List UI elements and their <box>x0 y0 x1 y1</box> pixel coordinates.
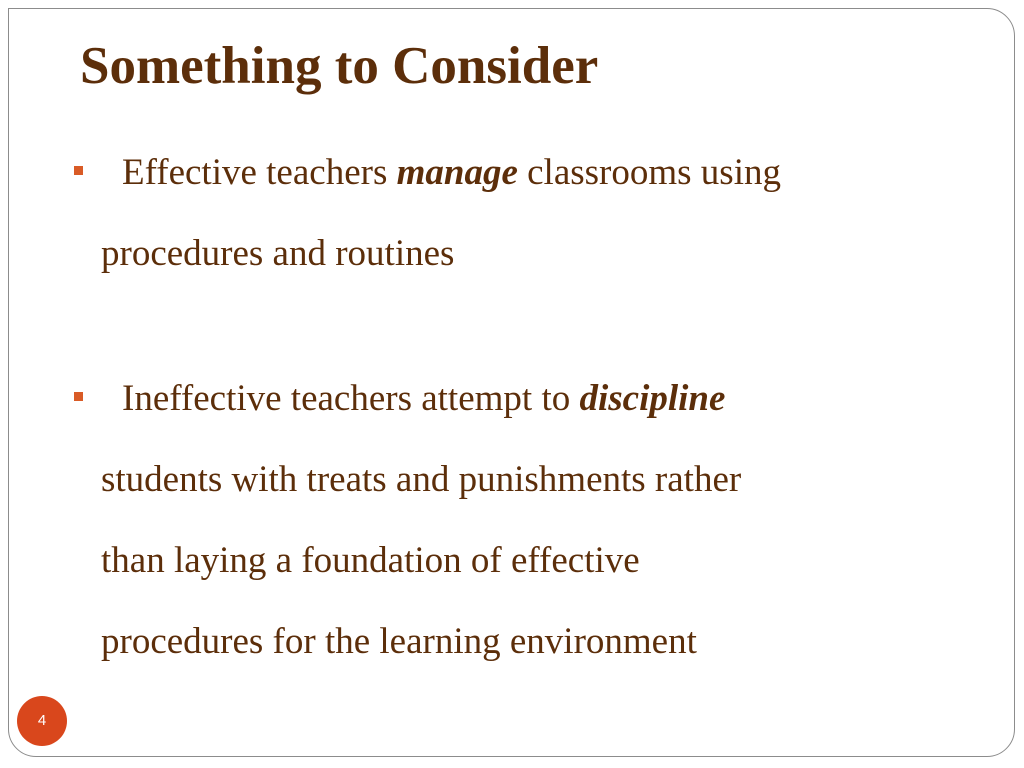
bullet-2-line-1 <box>72 358 942 439</box>
bullet-2-text-before: Ineffective teachers attempt to <box>122 378 580 419</box>
bullet-1-emphasis: manage <box>396 152 518 193</box>
square-bullet-icon <box>74 166 83 175</box>
page-number-badge: 4 <box>17 696 67 746</box>
bullet-1-line-1 <box>72 132 942 213</box>
bullet-item-2 <box>72 358 942 682</box>
bullet-2-line-3: than laying a foundation of effective <box>101 540 640 581</box>
bullet-1-text-after: classrooms using <box>517 152 781 193</box>
bullet-item-1 <box>72 132 942 294</box>
square-bullet-icon <box>74 392 83 401</box>
bullet-1-line-2: procedures and routines <box>101 233 455 274</box>
slide-title: Something to Consider <box>80 37 599 95</box>
bullet-2-line-2: students with treats and punishments rather <box>101 459 742 500</box>
bullet-2-emphasis: discipline <box>579 378 726 419</box>
bullet-2-line-4: procedures for the learning environment <box>101 621 697 662</box>
bullet-1-text-before: Effective teachers <box>122 152 397 193</box>
